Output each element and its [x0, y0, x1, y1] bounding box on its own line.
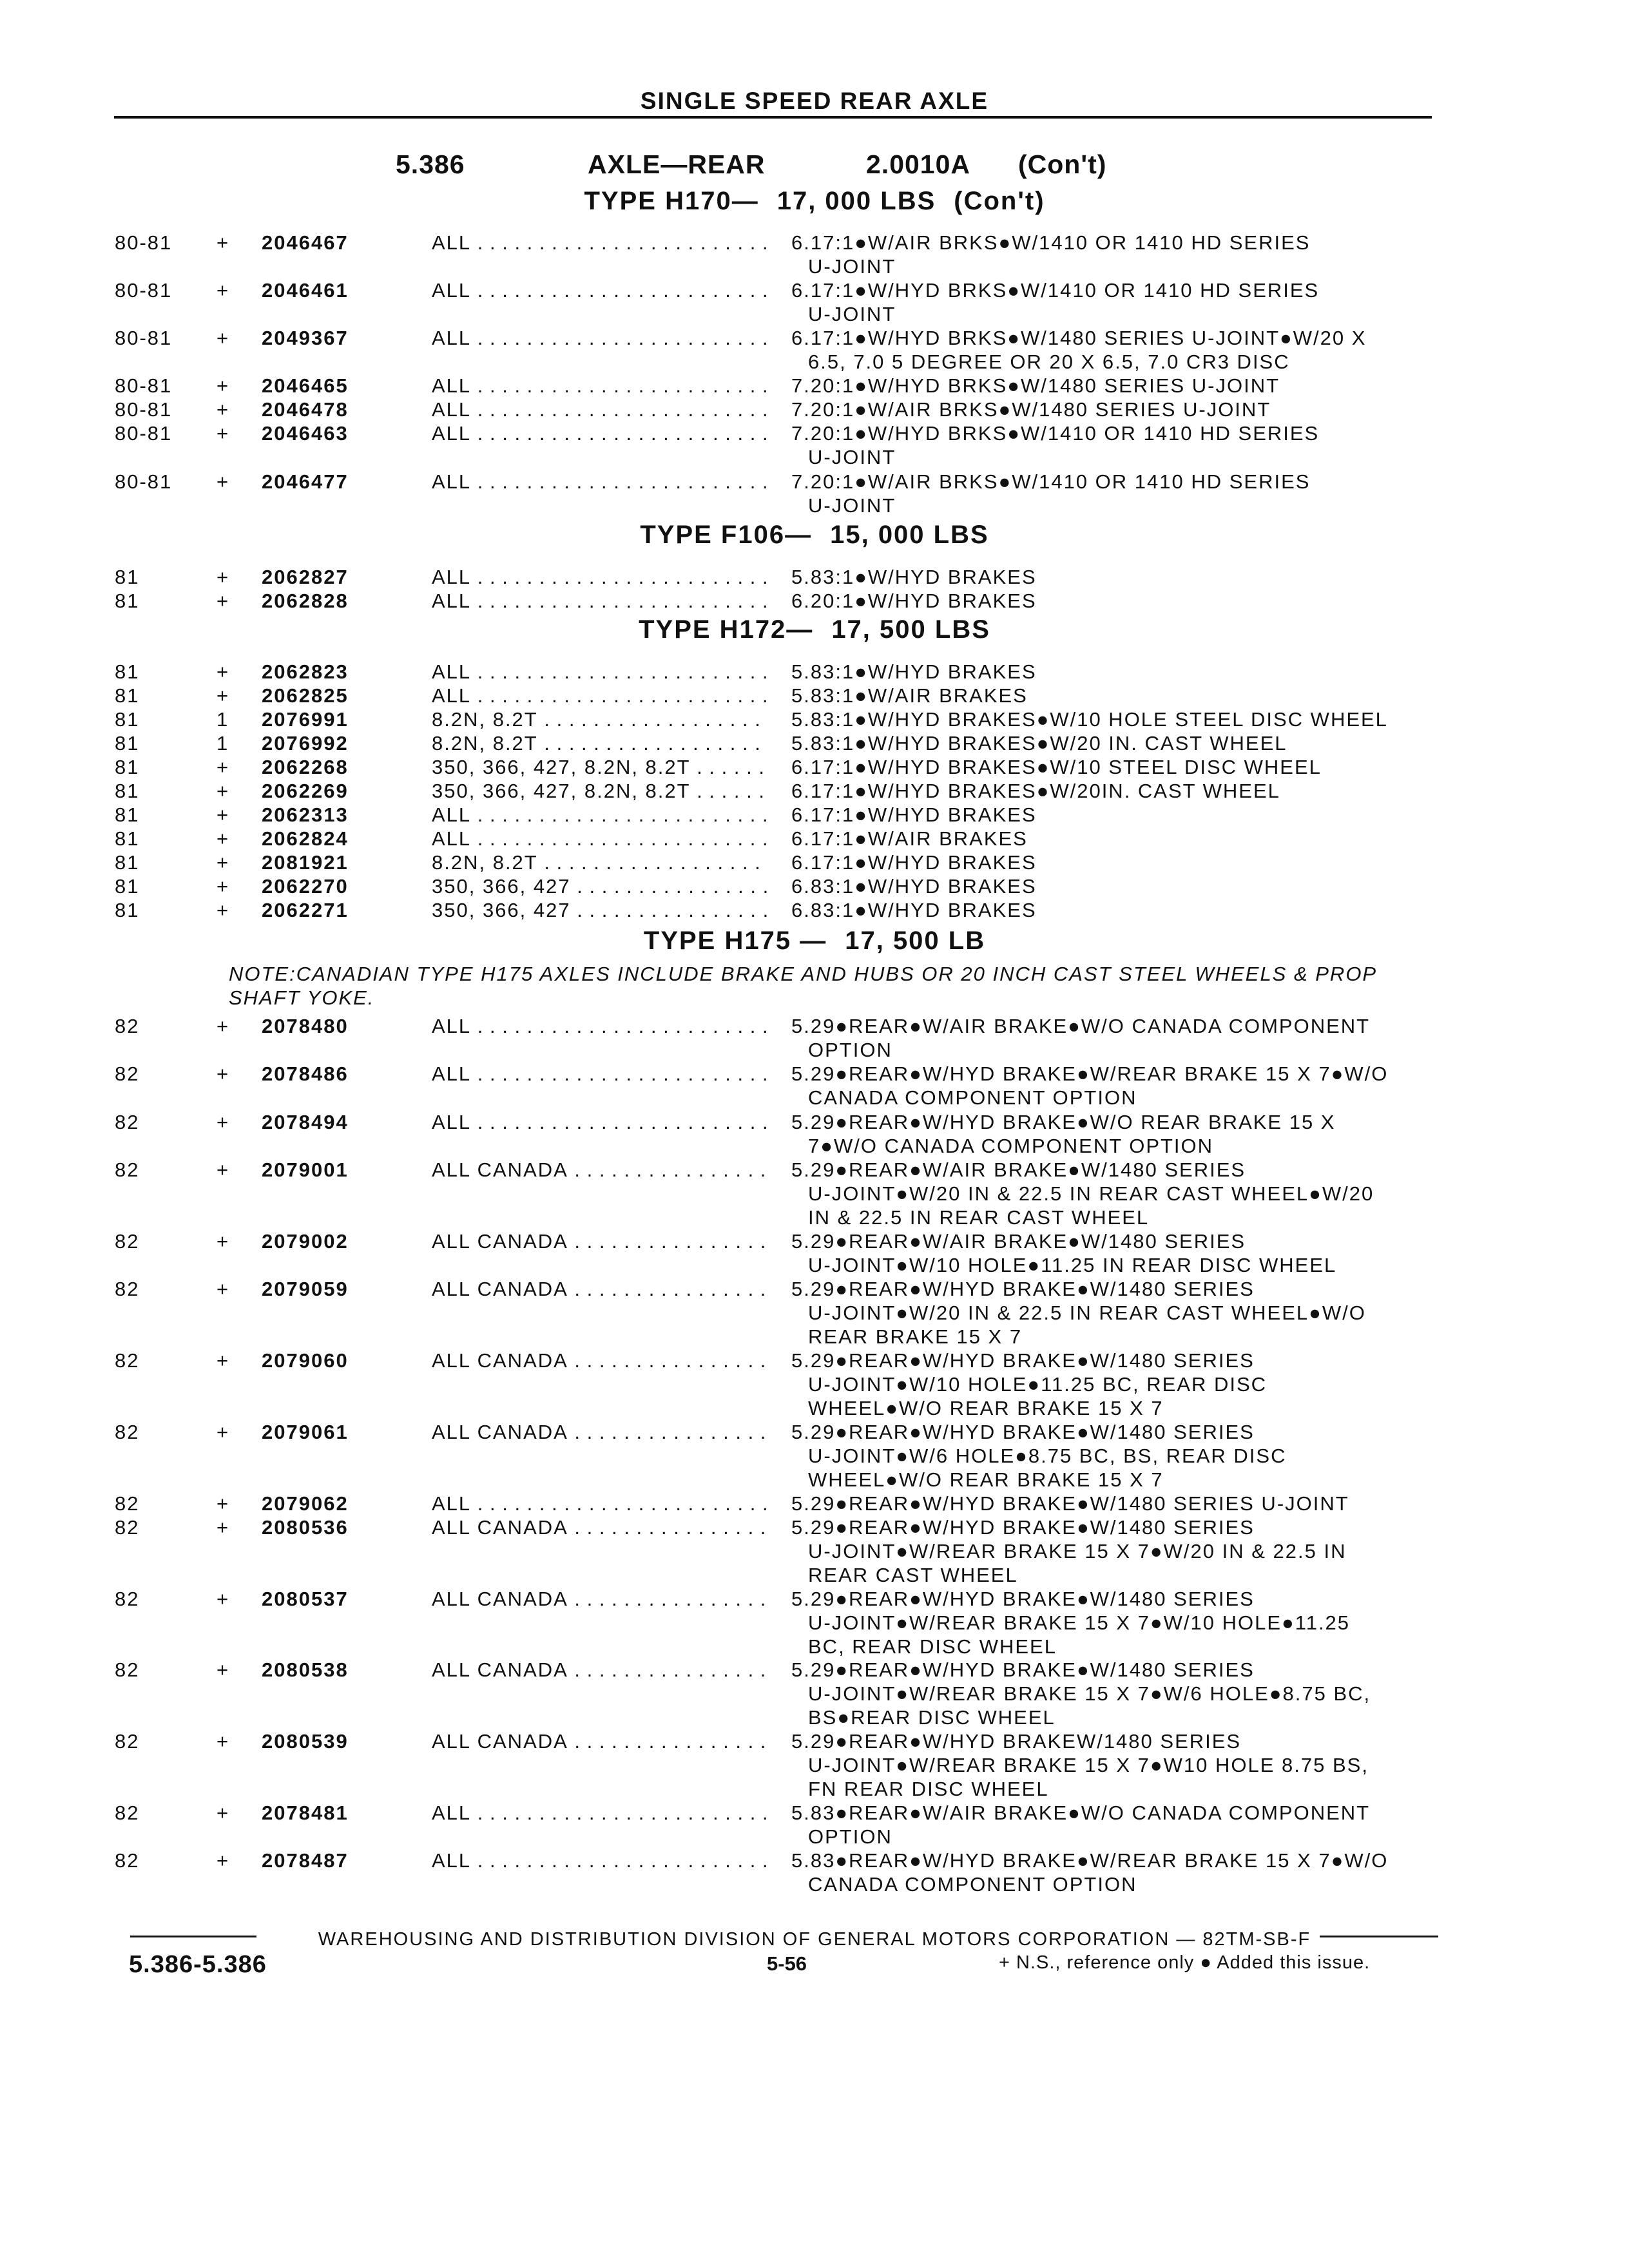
description-line-2: U-JOINT●W/6 HOLE●8.75 BC, BS, REAR DISC — [808, 1445, 1287, 1467]
description-line-3: BS●REAR DISC WHEEL — [808, 1706, 1055, 1729]
status-mark: + — [217, 279, 230, 302]
type-note: NOTE:CANADIAN TYPE H175 AXLES INCLUDE BRAKE AND HUBS OR 20 INCH CAST STEEL WHEELS & PROP SHAFT YOKE. — [229, 963, 1376, 1009]
model-year: 82 — [115, 1349, 140, 1372]
description-line-1: 7.20:1●W/HYD BRKS●W/1480 SERIES U-JOINT — [791, 374, 1280, 397]
part-description — [791, 565, 1449, 589]
status-mark: 1 — [217, 732, 229, 754]
part-number: 2062270 — [262, 875, 349, 898]
part-number: 2046465 — [262, 374, 349, 397]
part-description — [791, 326, 1449, 374]
description-line-1: 6.17:1●W/HYD BRKS●W/1480 SERIES U-JOINT●W/20 X — [791, 327, 1367, 349]
status-mark: + — [217, 1658, 230, 1681]
model-applicability: 8.2N, 8.2T . . . — [432, 707, 767, 731]
part-number: 2078487 — [262, 1849, 349, 1872]
model-applicability: ALL . . . — [432, 398, 767, 421]
model-year: 80-81 — [115, 422, 173, 445]
part-number: 2079059 — [262, 1278, 349, 1300]
type-header — [0, 521, 1629, 550]
status-mark: + — [217, 780, 230, 802]
model-applicability: ALL . . . — [432, 1801, 767, 1825]
part-description — [791, 1492, 1449, 1515]
description-line-3: IN & 22.5 IN REAR CAST WHEEL — [808, 1206, 1150, 1229]
model-applicability: ALL . . . — [432, 827, 767, 850]
section-code: 2.0010A — [866, 149, 971, 179]
description-line-2: OPTION — [808, 1039, 892, 1061]
model-applicability: ALL CANADA . . . — [432, 1515, 767, 1539]
part-number: 2062824 — [262, 827, 349, 850]
status-mark: + — [217, 1421, 230, 1443]
description-line-1: 7.20:1●W/AIR BRKS●W/1410 OR 1410 HD SERIES — [791, 470, 1311, 493]
description-line-1: 6.83:1●W/HYD BRAKES — [791, 899, 1037, 921]
part-number: 2062313 — [262, 803, 349, 826]
part-description — [791, 1658, 1449, 1729]
model-year: 80-81 — [115, 327, 173, 349]
model-year: 81 — [115, 684, 140, 707]
description-line-2: U-JOINT●W/REAR BRAKE 15 X 7●W10 HOLE 8.75 BS, — [808, 1754, 1369, 1776]
status-mark: + — [217, 875, 230, 898]
status-mark: + — [217, 566, 230, 588]
part-number: 2062268 — [262, 756, 349, 778]
part-number: 2080536 — [262, 1516, 349, 1539]
part-description — [791, 231, 1449, 278]
description-line-3: REAR BRAKE 15 X 7 — [808, 1325, 1023, 1348]
model-applicability: ALL . . . — [432, 660, 767, 684]
description-line-1: 5.29●REAR●W/AIR BRAKE●W/1480 SERIES — [791, 1230, 1246, 1253]
status-mark: + — [217, 1111, 230, 1133]
model-applicability: ALL . . . — [432, 1110, 767, 1134]
model-year: 81 — [115, 780, 140, 802]
part-description — [791, 1229, 1449, 1277]
part-number: 2079061 — [262, 1421, 349, 1443]
status-mark: + — [217, 1730, 230, 1753]
description-line-1: 5.83●REAR●W/AIR BRAKE●W/O CANADA COMPONENT — [791, 1802, 1371, 1824]
model-year: 80-81 — [115, 279, 173, 302]
part-number: 2081921 — [262, 851, 349, 874]
part-description — [791, 827, 1449, 850]
description-line-1: 5.29●REAR●W/AIR BRAKE●W/1480 SERIES — [791, 1158, 1246, 1181]
description-line-3: REAR CAST WHEEL — [808, 1564, 1018, 1586]
part-number: 2049367 — [262, 327, 349, 349]
model-year: 82 — [115, 1802, 140, 1824]
model-year: 82 — [115, 1015, 140, 1037]
status-mark: + — [217, 827, 230, 850]
part-number: 2079002 — [262, 1230, 349, 1253]
part-number: 2079001 — [262, 1158, 349, 1181]
status-mark: + — [217, 1230, 230, 1253]
model-applicability: ALL CANADA . . . — [432, 1420, 767, 1444]
status-mark: + — [217, 470, 230, 493]
model-applicability: ALL CANADA . . . — [432, 1158, 767, 1182]
part-number: 2062823 — [262, 660, 349, 683]
part-description — [791, 470, 1449, 517]
part-number: 2062269 — [262, 780, 349, 802]
model-applicability: ALL . . . — [432, 326, 767, 350]
description-line-1: 5.83●REAR●W/HYD BRAKE●W/REAR BRAKE 15 X 7●W/O — [791, 1849, 1389, 1872]
description-line-2: U-JOINT●W/10 HOLE●11.25 BC, REAR DISC — [808, 1373, 1268, 1396]
model-applicability: ALL CANADA . . . — [432, 1277, 767, 1301]
status-mark: + — [217, 803, 230, 826]
model-applicability: ALL . . . — [432, 374, 767, 398]
section-cont: (Con't) — [1018, 149, 1107, 179]
part-number: 2046463 — [262, 422, 349, 445]
part-description — [791, 589, 1449, 613]
description-line-1: 5.83:1●W/HYD BRAKES — [791, 566, 1037, 588]
description-line-2: CANADA COMPONENT OPTION — [808, 1086, 1137, 1109]
model-applicability: ALL . . . — [432, 1062, 767, 1086]
status-mark: + — [217, 1849, 230, 1872]
part-description — [791, 1849, 1449, 1896]
part-description — [791, 803, 1449, 827]
type-header-capacity: 17, 000 LBS — [776, 187, 936, 215]
description-line-1: 6.17:1●W/HYD BRAKES — [791, 851, 1037, 874]
part-number: 2078480 — [262, 1015, 349, 1037]
part-description — [791, 684, 1449, 707]
model-year: 82 — [115, 1278, 140, 1300]
page-title: SINGLE SPEED REAR AXLE — [640, 88, 989, 114]
part-description — [791, 1062, 1449, 1110]
description-line-1: 5.29●REAR●W/AIR BRAKE●W/O CANADA COMPONENT — [791, 1015, 1371, 1037]
status-mark: + — [217, 684, 230, 707]
status-mark: + — [217, 231, 230, 254]
part-number: 2079062 — [262, 1492, 349, 1515]
status-mark: + — [217, 660, 230, 683]
part-number: 2062828 — [262, 590, 349, 612]
status-mark: + — [217, 1802, 230, 1824]
status-mark: + — [217, 1588, 230, 1610]
part-description — [791, 1420, 1449, 1492]
model-year: 80-81 — [115, 374, 173, 397]
model-year: 81 — [115, 803, 140, 826]
part-description — [791, 850, 1449, 874]
part-number: 2062827 — [262, 566, 349, 588]
model-year: 80-81 — [115, 231, 173, 254]
page-code: 5.386-5.386 — [129, 1951, 267, 1978]
part-number: 2046467 — [262, 231, 349, 254]
model-applicability: ALL . . . — [432, 803, 767, 827]
description-line-1: 6.83:1●W/HYD BRAKES — [791, 875, 1037, 898]
description-line-2: U-JOINT●W/10 HOLE●11.25 IN REAR DISC WHEEL — [808, 1254, 1337, 1276]
model-applicability: 8.2N, 8.2T . . . — [432, 850, 767, 874]
model-year: 81 — [115, 875, 140, 898]
model-applicability: ALL . . . — [432, 231, 767, 255]
part-description — [791, 731, 1449, 755]
model-year: 82 — [115, 1588, 140, 1610]
part-number: 2080537 — [262, 1588, 349, 1610]
model-applicability: ALL . . . — [432, 470, 767, 494]
part-number: 2046478 — [262, 398, 349, 421]
model-year: 81 — [115, 851, 140, 874]
model-year: 81 — [115, 708, 140, 731]
status-mark: + — [217, 327, 230, 349]
model-applicability: ALL CANADA . . . — [432, 1349, 767, 1372]
part-description — [791, 779, 1449, 803]
part-description — [791, 1110, 1449, 1158]
model-year: 82 — [115, 1516, 140, 1539]
model-year: 80-81 — [115, 470, 173, 493]
model-applicability: ALL . . . — [432, 278, 767, 302]
description-line-1: 5.29●REAR●W/HYD BRAKE●W/1480 SERIES — [791, 1349, 1255, 1372]
type-header — [0, 187, 1629, 216]
status-mark: 1 — [217, 708, 229, 731]
description-line-2: 7●W/O CANADA COMPONENT OPTION — [808, 1135, 1214, 1157]
part-number: 2076991 — [262, 708, 349, 731]
description-line-2: U-JOINT●W/REAR BRAKE 15 X 7●W/10 HOLE●11.25 — [808, 1611, 1351, 1634]
model-applicability: ALL . . . — [432, 684, 767, 707]
part-description — [791, 707, 1449, 731]
description-line-1: 5.83:1●W/HYD BRAKES●W/20 IN. CAST WHEEL — [791, 732, 1287, 754]
status-mark: + — [217, 756, 230, 778]
section-number: 5.386 — [396, 149, 465, 179]
part-number: 2078486 — [262, 1062, 349, 1085]
part-number: 2062825 — [262, 684, 349, 707]
part-description — [791, 1515, 1449, 1587]
model-year: 80-81 — [115, 398, 173, 421]
description-line-2: U-JOINT — [808, 303, 896, 325]
model-year: 81 — [115, 590, 140, 612]
model-year: 81 — [115, 756, 140, 778]
description-line-1: 5.29●REAR●W/HYD BRAKE●W/1480 SERIES — [791, 1658, 1255, 1681]
status-mark: + — [217, 1349, 230, 1372]
status-mark: + — [217, 1516, 230, 1539]
description-line-1: 5.29●REAR●W/HYD BRAKE●W/1480 SERIES U-JOINT — [791, 1492, 1349, 1515]
description-line-1: 6.17:1●W/AIR BRKS●W/1410 OR 1410 HD SERIES — [791, 231, 1311, 254]
part-description — [791, 898, 1449, 922]
model-applicability: ALL CANADA . . . — [432, 1587, 767, 1611]
description-line-1: 6.17:1●W/HYD BRAKES●W/10 STEEL DISC WHEEL — [791, 756, 1322, 778]
type-header-type: TYPE H175 — — [643, 927, 827, 955]
model-year: 82 — [115, 1111, 140, 1133]
part-description — [791, 398, 1449, 421]
description-line-1: 5.83:1●W/HYD BRAKES●W/10 HOLE STEEL DISC WHEEL — [791, 708, 1388, 731]
status-mark: + — [217, 1015, 230, 1037]
description-line-3: WHEEL●W/O REAR BRAKE 15 X 7 — [808, 1468, 1164, 1491]
description-line-1: 5.29●REAR●W/HYD BRAKE●W/1480 SERIES — [791, 1516, 1255, 1539]
part-number: 2046477 — [262, 470, 349, 493]
model-year: 81 — [115, 660, 140, 683]
description-line-2: U-JOINT●W/20 IN & 22.5 IN REAR CAST WHEEL●W/20 — [808, 1182, 1374, 1205]
description-line-1: 6.17:1●W/AIR BRAKES — [791, 827, 1028, 850]
legend: + N.S., reference only ● Added this issue. — [999, 1952, 1371, 1973]
description-line-2: OPTION — [808, 1825, 892, 1848]
model-year: 81 — [115, 827, 140, 850]
model-applicability: ALL CANADA . . . — [432, 1729, 767, 1753]
description-line-2: 6.5, 7.0 5 DEGREE OR 20 X 6.5, 7.0 CR3 DISC — [808, 351, 1290, 373]
type-header-capacity: 17, 500 LBS — [831, 615, 990, 644]
status-mark: + — [217, 422, 230, 445]
description-line-1: 5.29●REAR●W/HYD BRAKE●W/REAR BRAKE 15 X 7●W/O — [791, 1062, 1389, 1085]
model-year: 82 — [115, 1730, 140, 1753]
description-line-1: 5.29●REAR●W/HYD BRAKE●W/O REAR BRAKE 15 X — [791, 1111, 1336, 1133]
model-year: 82 — [115, 1230, 140, 1253]
status-mark: + — [217, 851, 230, 874]
status-mark: + — [217, 1492, 230, 1515]
model-applicability: 350, 366, 427, 8.2N, 8.2T . . . — [432, 755, 767, 779]
description-line-2: U-JOINT — [808, 446, 896, 468]
description-line-2: U-JOINT●W/REAR BRAKE 15 X 7●W/20 IN & 22.5 IN — [808, 1540, 1347, 1562]
description-line-2: U-JOINT●W/REAR BRAKE 15 X 7●W/6 HOLE●8.75 BC, — [808, 1682, 1371, 1705]
model-year: 81 — [115, 566, 140, 588]
part-number: 2076992 — [262, 732, 349, 754]
model-applicability: ALL CANADA . . . — [432, 1658, 767, 1682]
model-year: 81 — [115, 899, 140, 921]
model-applicability: ALL CANADA . . . — [432, 1229, 767, 1253]
type-header-suffix: (Con't) — [954, 187, 1045, 215]
part-number: 2046461 — [262, 279, 349, 302]
part-description — [791, 278, 1449, 326]
part-description — [791, 421, 1449, 469]
model-applicability: ALL . . . — [432, 1849, 767, 1872]
model-year: 82 — [115, 1849, 140, 1872]
description-line-1: 5.29●REAR●W/HYD BRAKE●W/1480 SERIES — [791, 1421, 1255, 1443]
description-line-1: 5.29●REAR●W/HYD BRAKEW/1480 SERIES — [791, 1730, 1242, 1753]
model-applicability: ALL . . . — [432, 589, 767, 613]
status-mark: + — [217, 899, 230, 921]
description-line-3: BC, REAR DISC WHEEL — [808, 1635, 1057, 1658]
description-line-3: WHEEL●W/O REAR BRAKE 15 X 7 — [808, 1397, 1164, 1419]
status-mark: + — [217, 1062, 230, 1085]
type-header-type: TYPE H172— — [639, 615, 814, 644]
part-number: 2080538 — [262, 1658, 349, 1681]
description-line-1: 5.83:1●W/AIR BRAKES — [791, 684, 1028, 707]
part-description — [791, 1349, 1449, 1420]
description-line-2: U-JOINT●W/20 IN & 22.5 IN REAR CAST WHEEL●W/O — [808, 1302, 1366, 1324]
type-header-capacity: 15, 000 LBS — [830, 521, 989, 549]
status-mark: + — [217, 398, 230, 421]
description-line-1: 7.20:1●W/HYD BRKS●W/1410 OR 1410 HD SERIES — [791, 422, 1320, 445]
description-line-3: FN REAR DISC WHEEL — [808, 1778, 1049, 1800]
model-year: 82 — [115, 1492, 140, 1515]
page-number: 5-56 — [767, 1952, 807, 1975]
model-applicability: ALL . . . — [432, 565, 767, 589]
part-number: 2078494 — [262, 1111, 349, 1133]
model-applicability: 350, 366, 427 . . . — [432, 898, 767, 922]
model-applicability: ALL . . . — [432, 421, 767, 445]
model-year: 81 — [115, 732, 140, 754]
type-header-capacity: 17, 500 LB — [845, 927, 986, 955]
description-line-1: 5.83:1●W/HYD BRAKES — [791, 660, 1037, 683]
part-number: 2078481 — [262, 1802, 349, 1824]
type-header — [0, 615, 1629, 644]
description-line-1: 7.20:1●W/AIR BRKS●W/1480 SERIES U-JOINT — [791, 398, 1271, 421]
footer-division: WAREHOUSING AND DISTRIBUTION DIVISION OF GENERAL MOTORS CORPORATION — 82TM-SB-F — [318, 1929, 1311, 1950]
description-line-2: U-JOINT — [808, 255, 896, 278]
model-year: 82 — [115, 1062, 140, 1085]
part-description — [791, 374, 1449, 398]
description-line-1: 6.17:1●W/HYD BRAKES●W/20IN. CAST WHEEL — [791, 780, 1280, 802]
description-line-1: 6.17:1●W/HYD BRKS●W/1410 OR 1410 HD SERIES — [791, 279, 1320, 302]
type-header-type: TYPE H170— — [584, 187, 759, 215]
part-description — [791, 1277, 1449, 1349]
part-description — [791, 874, 1449, 898]
description-line-2: U-JOINT — [808, 494, 896, 517]
part-description — [791, 1014, 1449, 1062]
status-mark: + — [217, 374, 230, 397]
model-applicability: 350, 366, 427, 8.2N, 8.2T . . . — [432, 779, 767, 803]
model-year: 82 — [115, 1658, 140, 1681]
section-line — [0, 149, 1629, 182]
part-description — [791, 1729, 1449, 1801]
part-description — [791, 755, 1449, 779]
part-description — [791, 1801, 1449, 1849]
model-applicability: 8.2N, 8.2T . . . — [432, 731, 767, 755]
part-number: 2079060 — [262, 1349, 349, 1372]
title-rule — [114, 116, 1432, 119]
status-mark: + — [217, 590, 230, 612]
part-number: 2062271 — [262, 899, 349, 921]
type-header-type: TYPE F106— — [640, 521, 813, 549]
model-applicability: ALL . . . — [432, 1492, 767, 1515]
description-line-1: 6.20:1●W/HYD BRAKES — [791, 590, 1037, 612]
description-line-2: CANADA COMPONENT OPTION — [808, 1873, 1137, 1896]
description-line-1: 5.29●REAR●W/HYD BRAKE●W/1480 SERIES — [791, 1588, 1255, 1610]
status-mark: + — [217, 1158, 230, 1181]
model-applicability: 350, 366, 427 . . . — [432, 874, 767, 898]
part-description — [791, 660, 1449, 684]
model-year: 82 — [115, 1421, 140, 1443]
description-line-1: 5.29●REAR●W/HYD BRAKE●W/1480 SERIES — [791, 1278, 1255, 1300]
model-year: 82 — [115, 1158, 140, 1181]
description-line-1: 6.17:1●W/HYD BRAKES — [791, 803, 1037, 826]
status-mark: + — [217, 1278, 230, 1300]
part-number: 2080539 — [262, 1730, 349, 1753]
model-applicability: ALL . . . — [432, 1014, 767, 1038]
part-description — [791, 1158, 1449, 1229]
section-name: AXLE—REAR — [588, 149, 766, 179]
part-description — [791, 1587, 1449, 1658]
type-header — [0, 927, 1629, 956]
